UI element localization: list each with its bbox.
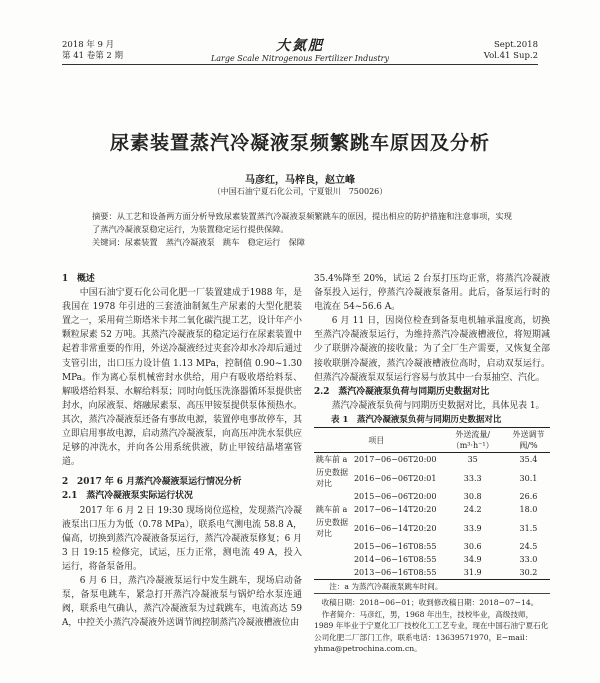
keywords: 关键词：尿素装置 蒸汽冷凝液泵 跳车 稳定运行 保障 xyxy=(92,237,305,247)
abstract: 摘要：从工艺和设备两方面分析导致尿素装置蒸汽冷凝液泵频繁跳车的原因，提出相应的防护措施和注意事项，实现了蒸汽冷凝液泵稳定运行，为装置稳定运行提供保障。 xyxy=(92,211,512,234)
author-bio: 作者简介：马彦红，男，1968 年出生，技校毕业，高级技师，1989 年毕业于宁夏化工厂技校化工工艺专业，现在中国石油宁夏石化公司化肥二厂部门工作，联系电话：13639571970，E−mail：yhma@petrochina.com.cn。 xyxy=(314,609,549,653)
paragraph-table-intro: 蒸汽冷凝液泵负荷与同期历史数据对比，具体见表 1。 xyxy=(331,400,545,411)
row-valve: 24.5 xyxy=(519,542,538,552)
row-label xyxy=(314,553,352,566)
table-row xyxy=(314,466,550,490)
section-heading-2: 2 2017 年 6 月蒸汽冷凝液泵运行情况分析 xyxy=(62,477,242,488)
table-row xyxy=(314,553,550,566)
row-flow: 30.6 xyxy=(463,542,482,552)
table-row xyxy=(314,516,550,540)
table-note: 注：a 为蒸汽冷凝液泵跳车时间。 xyxy=(329,582,443,592)
row-valve: 18.0 xyxy=(519,505,538,515)
data-table xyxy=(314,427,550,580)
row-date: 2013−06−16T08:55 xyxy=(353,568,437,578)
header-date-en: Sept.2018 xyxy=(493,40,538,50)
table-row xyxy=(314,540,550,553)
table-row xyxy=(314,503,550,516)
journal-title-en: Large Scale Nitrogenous Fertilizer Industry xyxy=(210,54,390,63)
section-heading-1: 1 概述 xyxy=(62,274,95,284)
received-date: 收稿日期：2018−06−01；收到修改稿日期：2018−07−14。 xyxy=(321,598,539,607)
header-volume-en: Vol.41 Sup.2 xyxy=(483,51,538,61)
paragraph-operation-1: 2017 年 6 月 2 日 19:30 现场岗位巡检，发现蒸汽冷凝液泵出口压力为低（0.78 MPa），联系电气测电流 58.8 A，偏高，切换到蒸汽冷凝液备泵运行，蒸汽冷凝液泵修复；6 月 3 日 19:15 检修完，试运，压力正常，测电流 49 A，投入运行，将备泵备用。 xyxy=(62,505,302,572)
table-header-valve: 外送调节阀/% xyxy=(512,430,545,451)
table-caption: 表 1 蒸汽冷凝液泵负荷与同期历史数据对比 xyxy=(331,414,502,425)
table-header-row xyxy=(314,428,550,453)
paragraph-continued: 35.4%降至 20%，试运 2 台泵打压均正常，将蒸汽冷凝液备泵投入运行，停蒸汽冷凝液泵备用。此后，备泵运行时的电流在 54~56.6 A。 xyxy=(314,274,550,313)
journal-title-cn: 大氮肥 xyxy=(276,38,324,54)
row-label: 跳车前 a xyxy=(316,455,348,465)
row-flow: 33.3 xyxy=(463,473,482,483)
authors: 马彦红，马梓良，赵立峰 xyxy=(245,175,355,186)
row-label: 历史数据对比 xyxy=(316,518,348,539)
row-date: 2015−06−06T20:00 xyxy=(353,492,437,502)
paragraph-operation-2: 6 月 6 日，蒸汽冷凝液泵运行中发生跳车，现场启动备泵，备泵电跳车，紧急打开蒸汽冷凝液泵与锅炉给水泵连通阀，联系电气确认，蒸汽冷凝液泵为过载跳车，电流高达 59 A，中控关小蒸汽冷凝液外送调节阀控制蒸汽冷凝液槽液位由 xyxy=(62,575,302,629)
section-heading-2-1: 2.1 蒸汽冷凝液泵实际运行状况 xyxy=(62,491,193,502)
paragraph-overview: 中国石油宁夏石化公司化肥一厂装置建成于1988 年，是我国在 1978 年引进的三套渣油制氮生产尿素的大型化肥装置之一，采用荷兰斯塔米卡邦二氧化碳汽提工艺，设计年产小颗粒尿素 52 万吨。其蒸汽冷凝液泵的稳定运行在尿素装置中起着非常重要的作用，外送冷凝液经过夹套冷却水冷却后通过支管引出，出口压力设计值 1.13 MPa，控制值 0.90~1.30 MPa。作为离心泵机械密封水供给，用户有吸收塔给料泵、解吸塔给料泵、水解给料泵；同时向低压洗涤器循环泵提供密封水，向尿液泵、熔融尿素泵、高压甲铵泵提供泵体预热水。其次，蒸汽冷凝液泵还备有事故电源，装置停电事故停车，其立即启用事故电源，启动蒸汽冷凝液泵，向高压冲洗水泵供应足够的冲洗水，并向各公用系统供液，防止甲铵结晶堵塞管道。 xyxy=(62,288,302,468)
row-valve: 35.4 xyxy=(519,455,538,465)
running-header xyxy=(62,40,538,65)
row-date: 2016−06−14T20:20 xyxy=(353,523,437,533)
row-flow: 31.9 xyxy=(463,568,482,578)
header-journal xyxy=(62,40,538,64)
table-header-item: 项目 xyxy=(368,435,385,445)
row-flow: 33.9 xyxy=(463,523,482,533)
right-column xyxy=(314,272,550,594)
table-row xyxy=(314,453,550,467)
row-label xyxy=(314,490,352,503)
row-date: 2017−06−06T20:00 xyxy=(353,455,437,465)
row-label: 跳车前 a xyxy=(316,505,348,515)
row-valve: 33.0 xyxy=(519,555,538,565)
header-date-cn: 2018 年 9 月 xyxy=(62,40,115,50)
header-volume-cn: 第 41 卷第 2 期 xyxy=(62,51,124,61)
row-date: 2016−06−06T20:01 xyxy=(353,473,437,483)
row-valve: 31.5 xyxy=(519,523,538,533)
row-flow: 30.8 xyxy=(463,492,482,502)
row-flow: 24.2 xyxy=(463,505,482,515)
row-label xyxy=(314,540,352,553)
row-valve: 30.1 xyxy=(519,473,538,483)
section-heading-2-2: 2.2 蒸汽冷凝液泵负荷与同期历史数据对比 xyxy=(314,386,490,397)
row-flow: 35 xyxy=(467,455,478,465)
row-flow: 34.9 xyxy=(463,555,482,565)
paragraph-june-11: 6 月 11 日，因岗位检查到备泵电机轴承温度高，切换至蒸汽冷凝液泵运行，为维持蒸汽冷凝液槽液位，将短期减少了联胼冷凝液的接收量；为了全厂生产需要，又恢复全部接收联胼冷凝液，蒸汽冷凝液槽液位高时，启动双泵运行。但蒸汽冷凝液泵双泵运行容易与放其中一台泵抽空、汽化。 xyxy=(314,316,550,383)
row-date: 2017−06−14T20:20 xyxy=(353,505,437,515)
paper-title: 尿素装置蒸汽冷凝液泵频繁跳车原因及分析 xyxy=(109,132,490,154)
table-header-flow: 外送流量/（m³·h⁻¹） xyxy=(451,430,494,451)
row-valve: 30.2 xyxy=(519,568,538,578)
table-row xyxy=(314,566,550,580)
row-label: 历史数据对比 xyxy=(316,468,348,489)
header-issue-en xyxy=(484,40,538,62)
row-date: 2015−06−16T08:55 xyxy=(353,542,437,552)
row-date: 2014−06−16T08:55 xyxy=(353,555,437,565)
row-valve: 26.6 xyxy=(519,492,538,502)
affiliation: （中国石油宁夏石化公司，宁夏银川 750026） xyxy=(212,187,388,196)
table-row xyxy=(314,490,550,503)
left-column xyxy=(62,272,302,630)
footnote-box xyxy=(314,593,550,655)
row-label xyxy=(314,566,352,580)
